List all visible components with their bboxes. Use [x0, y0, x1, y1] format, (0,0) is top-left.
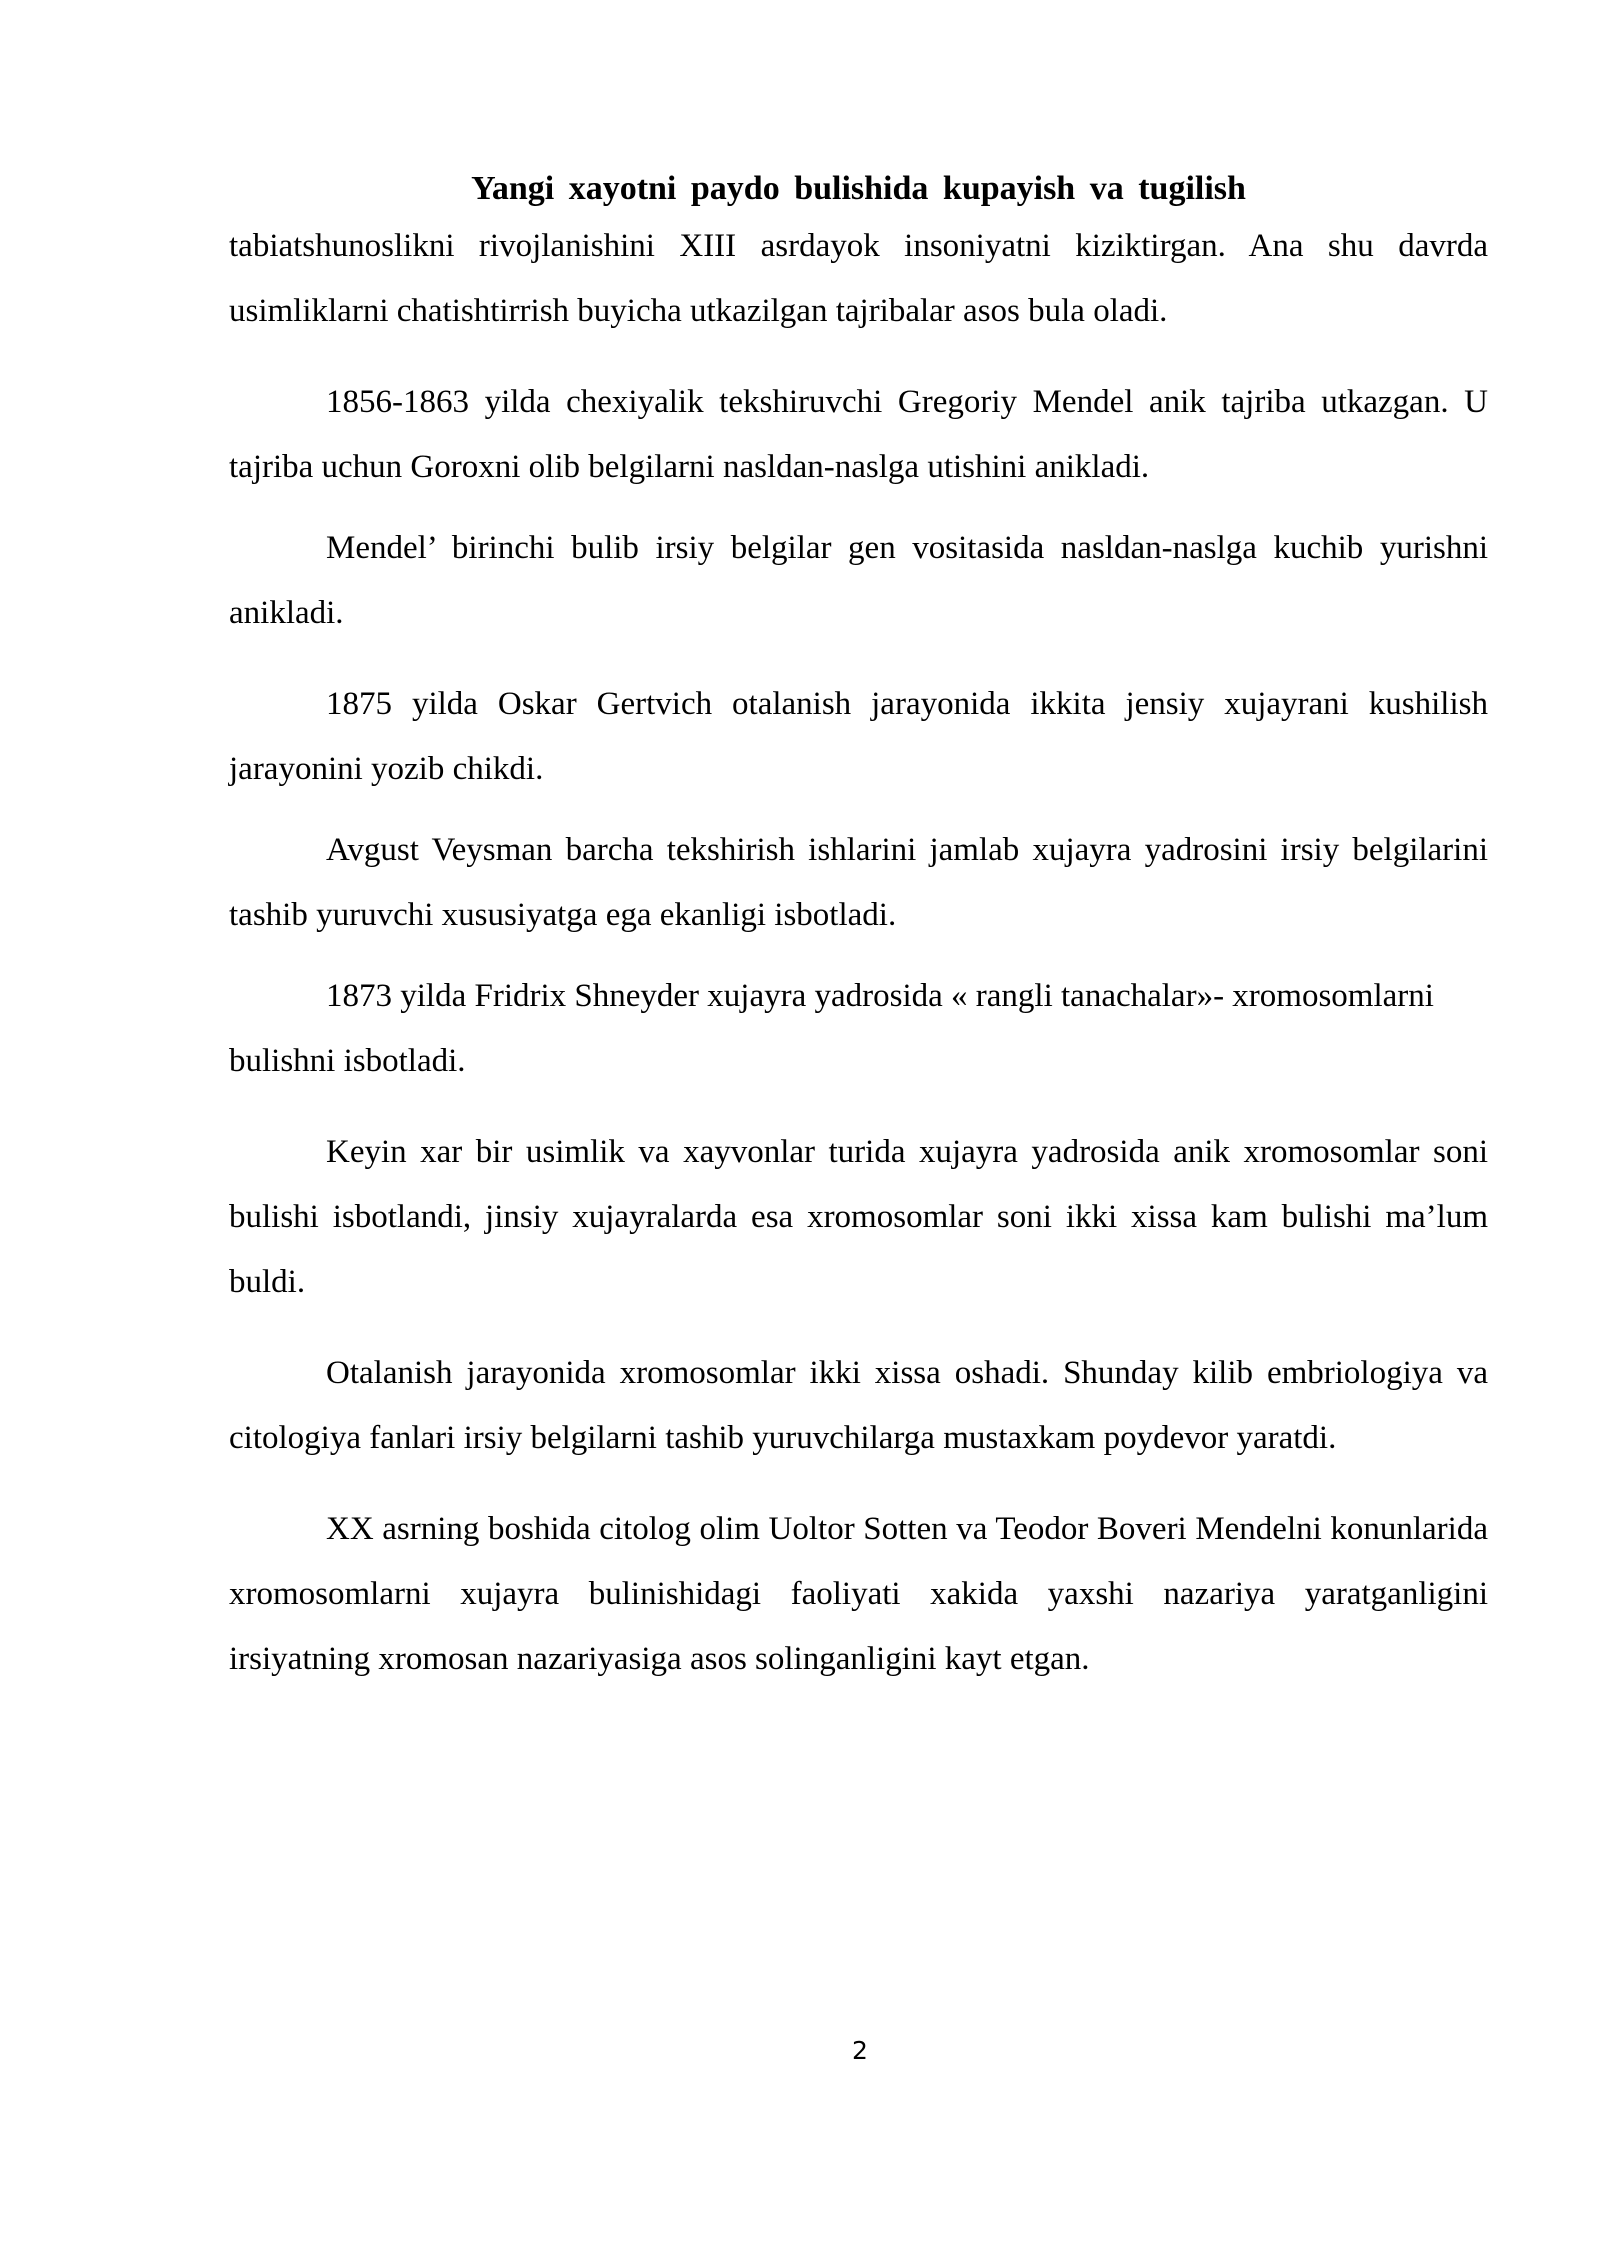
document-body: [229, 164, 1488, 1692]
paragraph-sotten-boveri: XX asrning boshida citolog olim Uoltor Sotten va Teodor Boveri Mendelni konunlarida xromosomlarni xujayra bulinishidagi faoliyati xakida yaxshi nazariya yaratganligini irsiyatning xromosan nazariyasiga asos solinganligini kayt etgan.: [229, 1511, 1488, 1677]
paragraph-shneyder: 1873 yilda Fridrix Shneyder xujayra yadrosida « rangli tanachalar»- xromosomlarni bulishni isbotladi.: [229, 978, 1434, 1079]
paragraph-mendel-genes: Mendel’ birinchi bulib irsiy belgilar gen vositasida nasldan-naslga kuchib yurishni anikladi.: [229, 530, 1488, 631]
document-title: Yangi xayotni paydo bulishida kupayish va tugilish: [471, 170, 1246, 207]
paragraph-gertvich: 1875 yilda Oskar Gertvich otalanish jarayonida ikkita jensiy xujayrani kushilish jarayonini yozib chikdi.: [229, 686, 1488, 787]
paragraph-mendel-experiment: 1856-1863 yilda chexiyalik tekshiruvchi Gregoriy Mendel anik tajriba utkazgan. U tajriba uchun Goroxni olib belgilarni nasldan-naslga utishini anikladi.: [229, 384, 1488, 485]
paragraph-intro: tabiatshunoslikni rivojlanishini XIII asrdayok insoniyatni kiziktirgan. Ana shu davrda usimliklarni chatishtirrish buyicha utkazilgan tajribalar asos bula oladi.: [229, 228, 1488, 329]
page-number: 2: [852, 2036, 868, 2065]
paragraph-veysman: Avgust Veysman barcha tekshirish ishlarini jamlab xujayra yadrosini irsiy belgilarini tashib yuruvchi xususiyatga ega ekanligi isbotladi.: [229, 832, 1488, 933]
paragraph-chromosome-count: Keyin xar bir usimlik va xayvonlar turida xujayra yadrosida anik xromosomlar soni bulishi isbotlandi, jinsiy xujayralarda esa xromosomlar soni ikki xissa kam bulishi ma’lum buldi.: [229, 1134, 1488, 1300]
paragraph-fertilization: Otalanish jarayonida xromosomlar ikki xissa oshadi. Shunday kilib embriologiya va citologiya fanlari irsiy belgilarni tashib yuruvchilarga mustaxkam poydevor yaratdi.: [229, 1355, 1488, 1456]
